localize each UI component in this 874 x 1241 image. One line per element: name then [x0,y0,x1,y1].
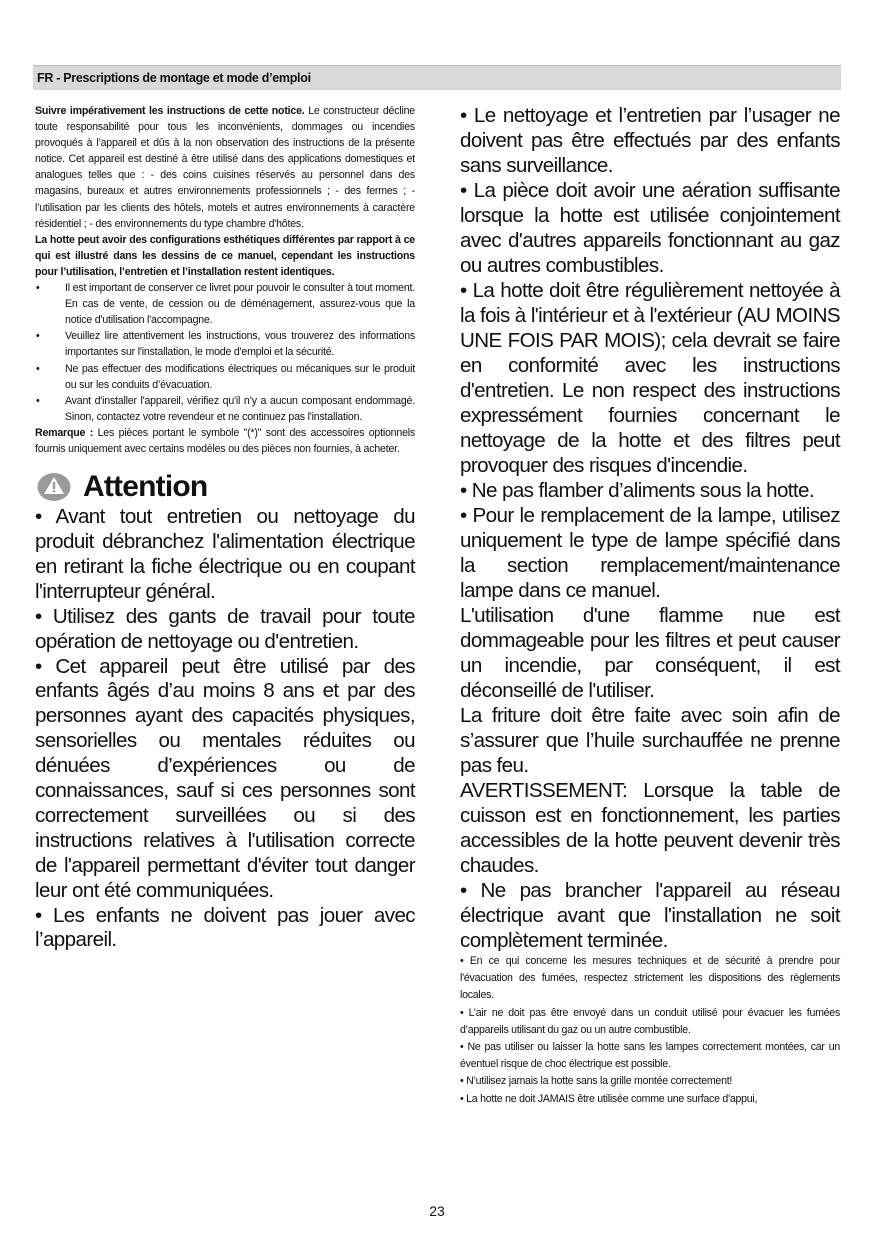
bullet-item: • Il est important de conserver ce livret pour pouvoir le consulter à tout moment. En cas de vente, de cession ou de déménagement, assurez-vous que la notice d'utilisation l'accompagne. [35,280,415,328]
bullet-item: • Ne pas effectuer des modifications électriques ou mécaniques sur le produit ou sur les conduits d’évacuation. [35,361,415,393]
right-small-paragraph: • L’air ne doit pas être envoyé dans un conduit utilisé pour évacuer les fumées d’appareils utilisant du gaz ou un autre combustible. [460,1006,840,1036]
right-column [460,103,840,1108]
left-large-paragraph: • Les enfants ne doivent pas jouer avec l’appareil. [35,903,415,952]
right-large-paragraph: • Le nettoyage et l’entretien par l’usager ne doivent pas être effectués par des enfants sans surveillance. [460,104,840,177]
right-small-paragraph: • La hotte ne doit JAMAIS être utilisée comme une surface d'appui, [460,1092,758,1105]
remark-bold: Remarque : [35,426,94,439]
left-large-paragraph: • Cet appareil peut être utilisé par des enfants âgés d’au moins 8 ans et par des personnes ayant des capacités physiques, sensorielles ou mentales réduites ou dénuées d’expériences ou de connaissances, sauf si ces personnes sont correctement surveillées ou si des instructions relatives à l'utilisation correcte de l'appareil permettant d'éviter tout danger leur ont été communiquées. [35,654,415,902]
intro-bold: Suivre impérativement les instructions de cette notice. [35,105,305,117]
right-large-paragraph: • La hotte doit être régulièrement nettoyée à la fois à l'intérieur et à l'extérieur (AU MOINS UNE FOIS PAR MOIS); cela devrait se faire en conformité avec les instructions d'entretien. Le non respect des instructions expressément fournies concernant le nettoyage de la hotte et des filtres peut provoquer des risques d'incendie. [460,279,840,477]
right-large-paragraph: AVERTISSEMENT: Lorsque la table de cuisson est en fonctionnement, les parties accessibles de la hotte peuvent devenir très chaudes. [460,779,840,877]
config-paragraph [35,232,415,280]
right-large-paragraph: • Ne pas brancher l'appareil au réseau électrique avant que l'installation ne soit complètement terminée. [460,879,840,952]
attention-heading [35,469,415,505]
right-large-paragraph: La friture doit être faite avec soin afin de s’assurer que l’huile surchauffée ne prenne pas feu. [460,704,840,777]
right-large-paragraph: L'utilisation d'une flamme nue est dommageable pour les filtres et peut causer un incendie, par conséquent, il est déconseillé de l'utiliser. [460,604,840,702]
left-large-paragraph: • Utilisez des gants de travail pour toute opération de nettoyage ou d'entretien. [35,604,415,653]
bullet-item: • Veuillez lire attentivement les instructions, vous trouverez des informations importantes sur l'installation, le mode d'emploi et la sécurité. [35,328,415,360]
page-number: 23 [429,1203,445,1219]
left-large-paragraph: • Avant tout entretien ou nettoyage du produit débranchez l'alimentation électrique en retirant la fiche électrique ou en coupant l'interrupteur général. [35,505,415,603]
section-header [33,65,841,90]
remark-paragraph [35,425,415,457]
bullet-item: • Avant d'installer l'appareil, vérifiez qu'il n’y a aucun composant endommagé. Sinon, contactez votre revendeur et ne continuez pas l'installation. [35,393,415,425]
right-large-paragraph: • Pour le remplacement de la lampe, utilisez uniquement le type de lampe spécifié dans la section remplacement/maintenance lampe dans ce manuel. [460,504,840,602]
section-header-title: FR - Prescriptions de montage et mode d’emploi [37,71,311,85]
attention-title: Attention [83,470,208,504]
right-large-paragraph: • La pièce doit avoir une aération suffisante lorsque la hotte est utilisée conjointement avec d'autres appareils fonctionnant au gaz ou autres combustibles. [460,179,840,277]
remark-text: Les pièces portant le symbole "(*)" sont des accessoires optionnels fournis uniquement avec certains modèles ou des pièces non fournies, à acheter. [35,426,416,455]
right-small-paragraph: • En ce qui concerne les mesures techniques et de sécurité à prendre pour l'évacuation des fumées, respectez strictement les dispositions des règlements locales. [460,955,840,1002]
intro-text: Le constructeur décline toute responsabilité pour tous les inconvénients, dommages ou incendies provoqués à l’appareil et dûs à la non observation des instructions de la présente notice. Cet appareil est destiné à être utilisé dans des applications domestiques et analogues telles que : - des coins cuisines réservés au personnel dans des magasins, bureaux et autres environnements professionnels ; - des fermes ; - l’utilisation par les clients des hôtels, motels et autres environnements à caractère résidentiel ; - des environnements du type chambre d'hôtes. [35,105,415,230]
bullet-list [35,280,415,425]
left-column [35,103,415,953]
right-small-paragraph: • N’utilisez jamais la hotte sans la grille montée correctement! [460,1075,733,1088]
intro-paragraph [35,103,415,232]
right-small-paragraph: • Ne pas utiliser ou laisser la hotte sans les lampes correctement montées, car un éventuel risque de choc électrique est possible. [460,1041,840,1071]
config-bold: La hotte peut avoir des configurations esthétiques différentes par rapport à ce qui est illustré dans les dessins de ce manuel, cependant les instructions pour l’utilisation, l’entretien et l’installation restent identiques. [35,233,415,278]
warning-icon [37,472,71,502]
right-large-paragraph: • Ne pas flamber d’aliments sous la hotte. [460,479,815,502]
